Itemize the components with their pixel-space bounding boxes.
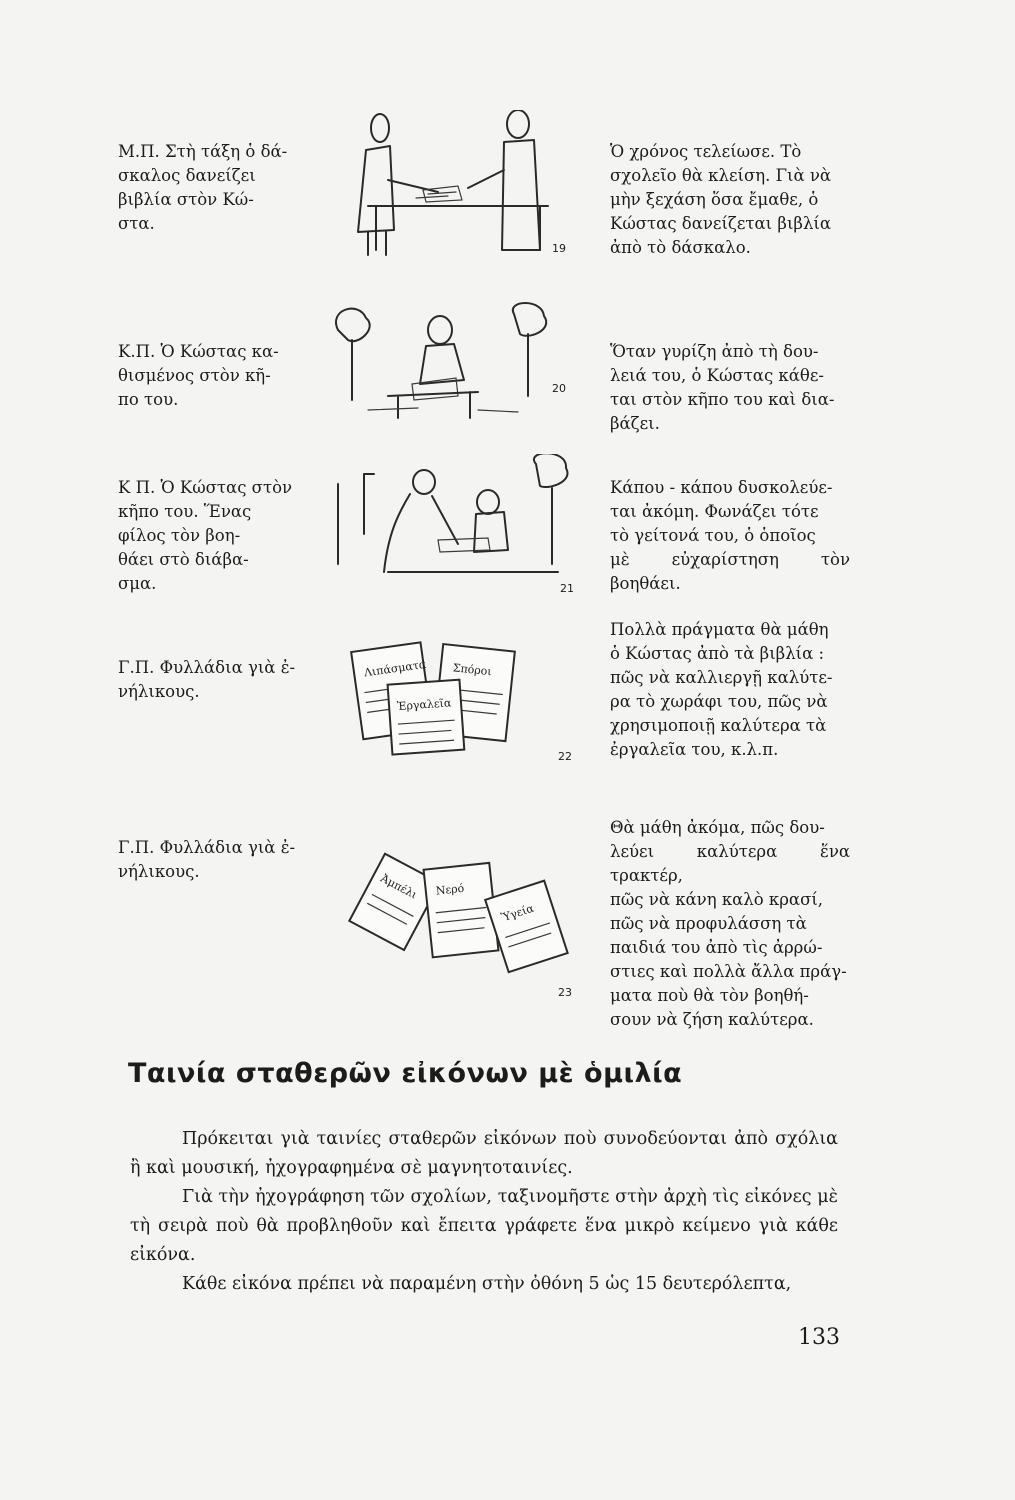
frame-21-illustration [328,454,590,594]
frame-19-right-caption: Ὁ χρόνος τελείωσε. Τὸ σχολεῖο θὰ κλείση. Γιὰ νὰ μὴν ξεχάση ὅσα ἔμαθε, ὁ Κώστας δανείζεται βιβλία ἀπὸ τὸ δάσκαλο. [610,142,832,257]
frame-19-illustration [328,110,590,260]
frame-21-left-caption: Κ Π. Ὁ Κώστας στὸν κῆπο του. Ἕνας φίλος τὸν βοη- θάει στὸ διάβα- σμα. [118,478,293,593]
figure-number: 21 [560,582,574,595]
frame-22-left-caption: Γ.Π. Φυλλάδια γιὰ ἐ- νήλικους. [118,658,296,701]
section-heading: Ταινία σταθερῶν εἰκόνων μὲ ὁμιλία [128,1058,683,1089]
frame-23-right-caption: Θὰ μάθη ἀκόμα, πῶς δου- λεύει καλύτερα ἕνα τρακτέρ, πῶς νὰ κάνη καλὸ κρασί, πῶς νὰ προφυλάσση τὰ παιδιά του ἀπὸ τὶς ἀρρώ- στιες καὶ πολλὰ ἄλλα πράγ- ματα ποὺ θὰ τὸν βοηθή- σουν νὰ ζήση καλύτερα. [610,818,850,1029]
boy-reading-in-garden-drawing [328,300,590,430]
frame-22-illustration [328,638,590,763]
pamphlets-drawing-22 [328,638,590,758]
pamphlet-title: Ὑγεία [499,901,536,925]
paragraph: Κάθε εἰκόνα πρέπει νὰ παραμένη στὴν ὀθόνη 5 ὡς 15 δευτερόλεπτα, [182,1274,792,1294]
figure-number: 22 [558,750,572,763]
frame-20-left-caption: Κ.Π. Ὁ Κώστας κα- θισμένος στὸν κῆ- πο του. [118,342,279,409]
friend-helping-reading-drawing [328,454,590,594]
figure-number: 23 [558,986,572,999]
frame-23-left-caption: Γ.Π. Φυλλάδια γιὰ ἐ- νήλικους. [118,838,296,881]
pamphlet-title: Ἀμπέλι [378,871,420,902]
frame-20-right-caption: Ὅταν γυρίζη ἀπὸ τὴ δου- λειά του, ὁ Κώστας κάθε- ται στὸν κῆπο του καὶ δια- βάζει. [610,342,835,433]
pamphlet-title: Λιπάσματα [363,657,427,680]
frame-20-illustration [328,300,590,430]
frame-19-left-caption: Μ.Π. Στὴ τάξη ὁ δά- σκαλος δανείζει βιβλία στὸν Κώ- στα. [118,142,288,233]
teacher-lending-books-drawing [328,110,590,260]
pamphlets-drawing-23 [328,836,590,986]
paragraph: Πρόκειται γιὰ ταινίες σταθερῶν εἰκόνων ποὺ συνοδεύονται ἀπὸ σχόλια ἢ καὶ μουσική, ἠχογραφημένα σὲ μαγνητοταινίες. [130,1129,838,1178]
figure-number: 20 [552,382,566,395]
page-number: 133 [798,1325,840,1350]
frame-23-illustration [328,836,590,999]
paragraph: Γιὰ τὴν ἠχογράφηση τῶν σχολίων, ταξινομῆστε στὴν ἀρχὴ τὶς εἰκόνες μὲ τὴ σειρὰ ποὺ θὰ προβληθοῦν καὶ ἔπειτα γράφετε ἕνα μικρὸ κείμενο γιὰ κάθε εἰκόνα. [130,1187,838,1265]
frame-22-right-caption: Πολλὰ πράγματα θὰ μάθη ὁ Κώστας ἀπὸ τὰ βιβλία : πῶς νὰ καλλιεργῇ καλύτε- ρα τὸ χωράφι του, πῶς νὰ χρησιμοποιῇ καλύτερα τὰ ἐργαλεῖα του, κ.λ.π. [610,620,833,759]
pamphlet-title: Σπόροι [452,661,493,679]
body-text [130,1125,838,1299]
pamphlet-title: Νερό [435,881,465,898]
figure-number: 19 [552,242,566,255]
frame-21-right-caption: Κάπου - κάπου δυσκολεύε- ται ἀκόμη. Φωνάζει τότε τὸ γείτονά του, ὁ ὁποῖος μὲ εὐχαρίστηση τὸν βοηθάει. [610,478,850,593]
pamphlet-title: Ἐργαλεῖα [396,696,452,714]
